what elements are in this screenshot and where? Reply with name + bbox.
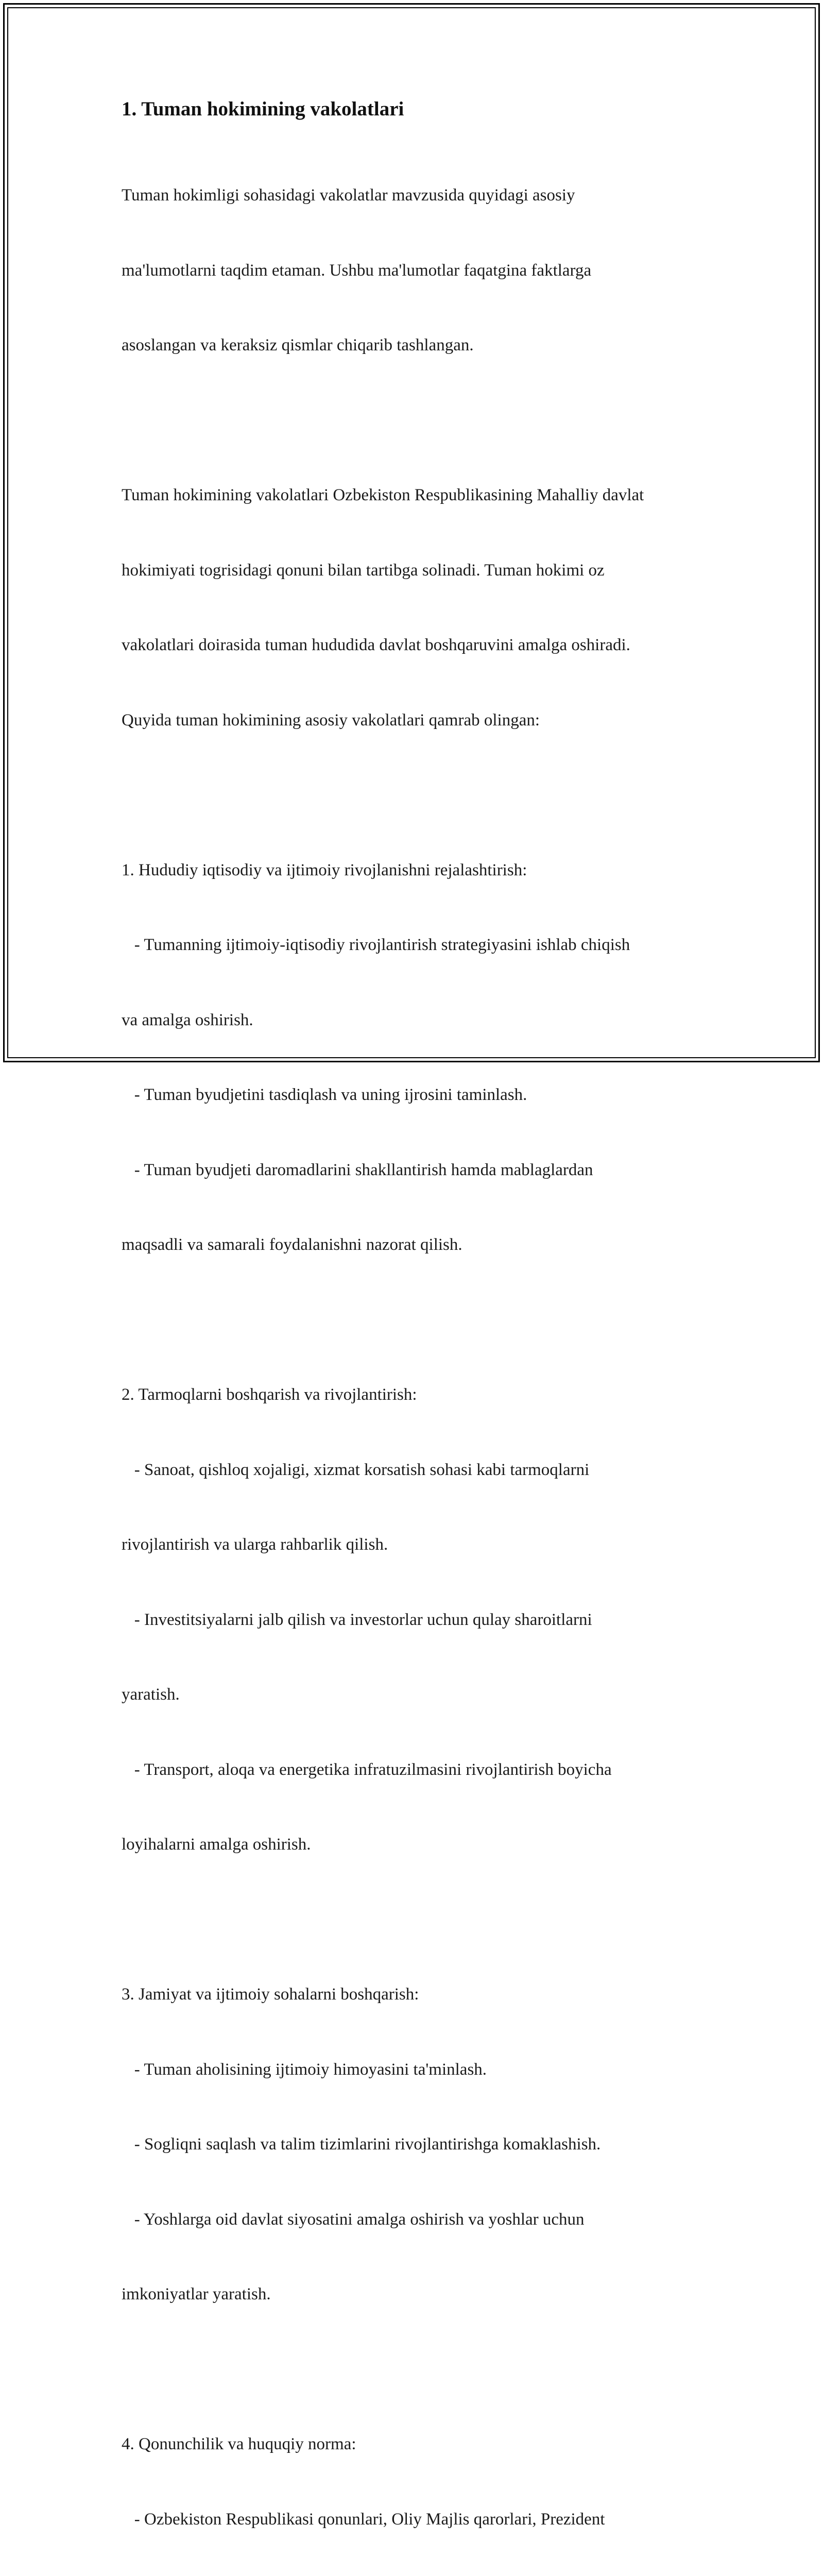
- overview-paragraph: [122, 433, 709, 783]
- intro-paragraph: [122, 133, 709, 408]
- list-item: - Tuman byudjeti daromadlarini shakllantirish hamda mablaglardan: [122, 1160, 593, 1179]
- text-line: Tuman hokimligi sohasidagi vakolatlar mavzusida quyidagi asosiy: [122, 186, 575, 205]
- page-title: 1. Tuman hokimining vakolatlari: [122, 98, 404, 120]
- paragraph-gap: [122, 408, 709, 433]
- section-heading: 1. Hududiy iqtisodiy va ijtimoiy rivojlanishni rejalashtirish:: [122, 860, 527, 879]
- text-line: Quyida tuman hokimining asosiy vakolatlari qamrab olingan:: [122, 710, 540, 730]
- list-item: - Tuman byudjetini tasdiqlash va uning ijrosini taminlash.: [122, 1086, 527, 1104]
- list-item: - Transport, aloqa va energetika infratuzilmasini rivojlantirish boyicha: [122, 1760, 612, 1779]
- section-heading: 2. Tarmoqlarni boshqarish va rivojlantirish:: [122, 1385, 417, 1404]
- document-body: [122, 95, 709, 2576]
- text-line: hokimiyati togrisidagi qonuni bilan tartibga solinadi. Tuman hokimi oz: [122, 561, 605, 580]
- list-item-continuation: yaratish.: [122, 1685, 180, 1704]
- paragraph-gap: [122, 2357, 709, 2382]
- list-item: - Tuman aholisining ijtimoiy himoyasini ta'minlash.: [122, 2060, 487, 2079]
- list-item-continuation: maqsadli va samarali foydalanishni nazorat qilish.: [122, 1235, 462, 1254]
- list-item: - Sanoat, qishloq xojaligi, xizmat korsatish sohasi kabi tarmoqlarni: [122, 1460, 590, 1479]
- section-1: [122, 808, 709, 1308]
- list-item: - Sogliqni saqlash va talim tizimlarini rivojlantirishga komaklashish.: [122, 2135, 601, 2154]
- section-2: [122, 1332, 709, 1907]
- section-heading: 3. Jamiyat va ijtimoiy sohalarni boshqarish:: [122, 1985, 419, 2004]
- text-line: Tuman hokimining vakolatlari Ozbekiston Respublikasining Mahalliy davlat: [122, 486, 644, 504]
- section-3: [122, 1932, 709, 2357]
- list-item: - Investitsiyalarni jalb qilish va investorlar uchun qulay sharoitlarni: [122, 1610, 592, 1629]
- list-item: - Tumanning ijtimoiy-iqtisodiy rivojlantirish strategiyasini ishlab chiqish: [122, 936, 630, 954]
- section-heading: 4. Qonunchilik va huquqiy norma:: [122, 2435, 356, 2453]
- list-item-continuation: imkoniyatlar yaratish.: [122, 2285, 271, 2303]
- list-item-continuation: loyihalarni amalga oshirish.: [122, 1835, 311, 1854]
- list-item: - Ozbekiston Respublikasi qonunlari, Oliy Majlis qarorlari, Prezident: [122, 2510, 605, 2529]
- list-item-continuation: rivojlantirish va ularga rahbarlik qilish.: [122, 1535, 388, 1554]
- text-line: ma'lumotlarni taqdim etaman. Ushbu ma'lumotlar faqatgina faktlarga: [122, 261, 592, 280]
- paragraph-gap: [122, 1907, 709, 1933]
- text-line: asoslangan va keraksiz qismlar chiqarib tashlangan.: [122, 336, 474, 354]
- list-item-continuation: va amalga oshirish.: [122, 1010, 253, 1029]
- paragraph-gap: [122, 1308, 709, 1333]
- paragraph-gap: [122, 783, 709, 808]
- text-line: vakolatlari doirasida tuman hududida davlat boshqaruvini amalga oshiradi.: [122, 636, 630, 654]
- list-item: - Yoshlarga oid davlat siyosatini amalga oshirish va yoshlar uchun: [122, 2210, 585, 2229]
- section-4: [122, 2382, 709, 2576]
